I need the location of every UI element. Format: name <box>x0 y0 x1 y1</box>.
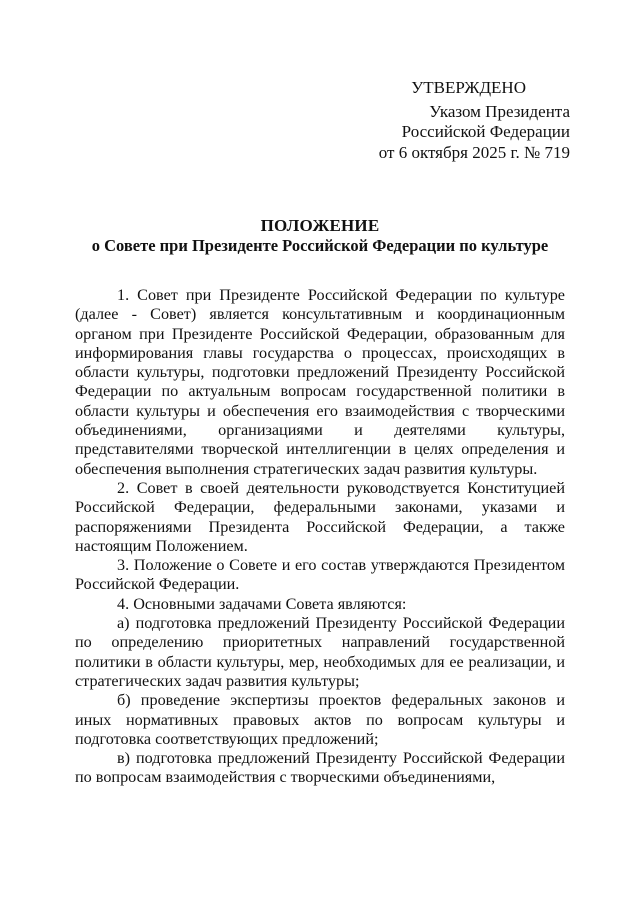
paragraph-4b: б) проведение экспертизы проектов федеральных законов и иных нормативных правовых актов по вопросам культуры и подготовка соответствующих предложений; <box>75 691 565 748</box>
document-subtitle: о Совете при Президенте Российской Федерации по культуре <box>91 236 549 255</box>
paragraph-4c: в) подготовка предложений Президенту Российской Федерации по вопросам взаимодействия с творческими объединениями, <box>75 749 565 787</box>
approval-line-2: Российской Федерации <box>401 122 570 141</box>
document-title: ПОЛОЖЕНИЕ <box>260 216 380 235</box>
approval-line-1: Указом Президента <box>429 101 570 121</box>
approval-stamp-block <box>330 78 570 163</box>
paragraph-4: 4. Основными задачами Совета являются: <box>117 594 407 613</box>
document-body <box>75 286 565 788</box>
paragraph-3: 3. Положение о Совете и его состав утверждаются Президентом Российской Федерации. <box>75 556 565 594</box>
paragraph-4a: а) подготовка предложений Президенту Российской Федерации по определению приоритетных направлений государственной политики в области культуры, мер, необходимых для ее реализации, и стратегических задач развития культуры; <box>75 614 565 690</box>
approval-heading: УТВЕРЖДЕНО <box>411 78 526 97</box>
approval-line-3: от 6 октября 2025 г. № 719 <box>378 142 570 162</box>
paragraph-2: 2. Совет в своей деятельности руководствуется Конституцией Российской Федерации, федеральными законами, указами и распоряжениями Президента Российской Федерации, а также настоящим Положением. <box>75 478 565 555</box>
paragraph-1: 1. Совет при Президенте Российской Федерации по культуре (далее - Совет) является консультативным и координационным органом при Президенте Российской Федерации, образованным для информирования главы государства о процессах, происходящих в области культуры, подготовки предложений Президенту Российской Федерации по актуальным вопросам государственной политики в области культуры и обеспечения его взаимодействия с творческими объединениями, организациями и деятелями культуры, представителями творческой интеллигенции в целях определения и обеспечения выполнения стратегических задач развития культуры. <box>75 286 565 478</box>
